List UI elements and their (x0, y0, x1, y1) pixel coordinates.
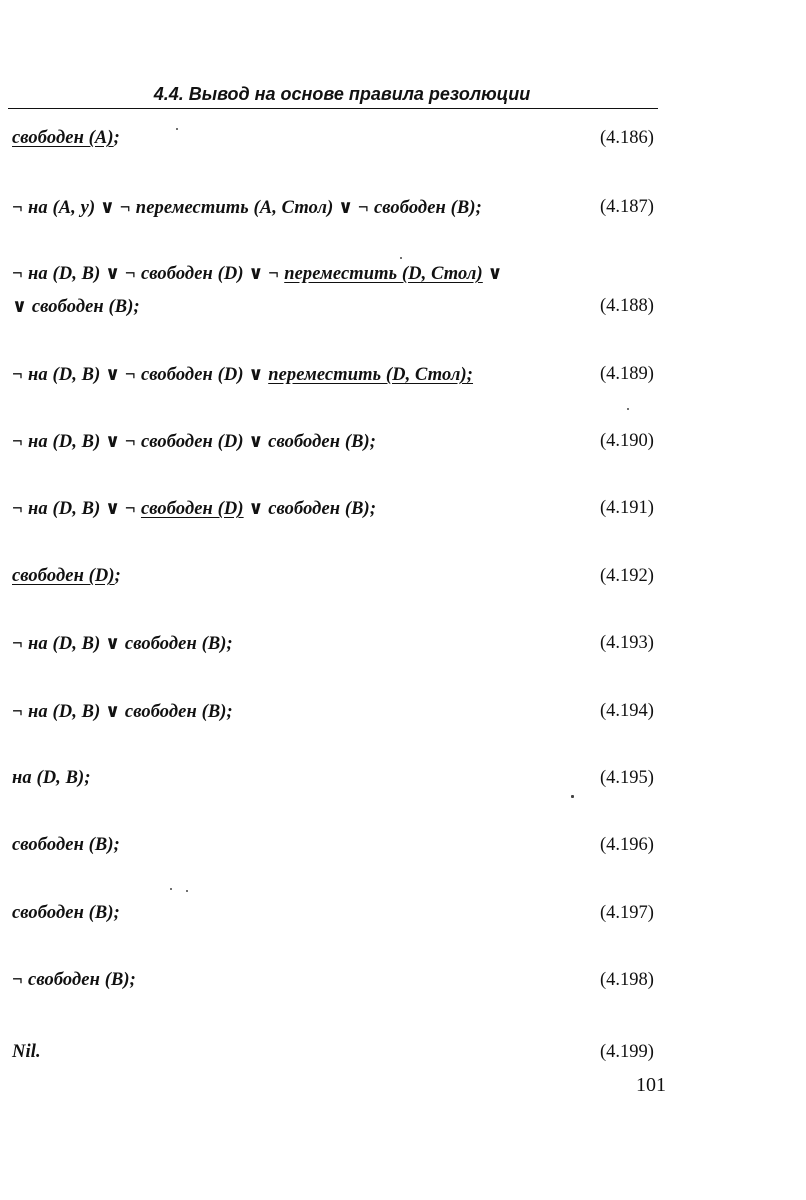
formula-text: ¬ на (D, B) ∨ свободен (B); (12, 634, 233, 654)
formula-text: ¬ свободен (B); (12, 970, 136, 990)
formula-line (12, 364, 473, 386)
equation-number: (4.187) (600, 197, 654, 217)
equation-number: (4.188) (600, 296, 654, 316)
formula-line (12, 701, 233, 723)
scan-speck (170, 888, 172, 890)
equation-number: (4.186) (600, 128, 654, 148)
equation-number: (4.198) (600, 970, 654, 990)
formula-text: ; (114, 566, 121, 586)
formula-text: свободен (B); (12, 835, 120, 855)
formula-line (12, 431, 376, 453)
equation-number: (4.192) (600, 566, 654, 586)
formula-text: ; (113, 128, 120, 148)
page-number: 101 (636, 1074, 666, 1096)
underlined-term: свободен (D) (140, 499, 244, 519)
underlined-term: переместить (D, Стол); (268, 365, 474, 385)
equation-number: (4.197) (600, 903, 654, 923)
equation-number: (4.191) (600, 498, 654, 518)
scan-speck (571, 795, 574, 798)
equation-number: (4.195) (600, 768, 654, 788)
formula-text: на (D, B); (12, 768, 91, 788)
formula-line (12, 263, 503, 285)
formula-text: ¬ на (D, B) ∨ ¬ свободен (D) ∨ свободен (B); (12, 432, 377, 452)
formula-text: Nil. (12, 1042, 41, 1062)
underlined-term: свободен (A) (12, 128, 114, 148)
equation-number: (4.193) (600, 633, 654, 653)
formula-text: ¬ на (D, B) ∨ свободен (B); (12, 702, 233, 722)
formula-text: ¬ на (A, y) ∨ ¬ переместить (A, Стол) ∨ ¬ свободен (B); (12, 198, 482, 218)
formula-line (12, 197, 482, 219)
formula-text: ¬ на (D, B) ∨ ¬ (12, 499, 141, 519)
formula-line (12, 296, 140, 318)
underlined-term: переместить (D, Стол) (284, 264, 483, 284)
equation-number: (4.189) (600, 364, 654, 384)
equation-number: (4.199) (600, 1042, 654, 1062)
scan-speck (400, 257, 402, 259)
formula-text: ¬ на (D, B) ∨ ¬ свободен (D) ∨ ¬ (12, 264, 285, 284)
header-rule (8, 108, 658, 109)
scan-speck (186, 890, 188, 892)
formula-line (12, 498, 376, 520)
underlined-term: свободен (D) (12, 566, 115, 586)
formula-text: свободен (B); (12, 903, 120, 923)
equation-number: (4.194) (600, 701, 654, 721)
formula-text: ¬ на (D, B) ∨ ¬ свободен (D) ∨ (12, 365, 269, 385)
formula-line (12, 1042, 41, 1063)
formula-line (12, 970, 136, 991)
formula-text: ∨ свободен (B); (12, 297, 140, 317)
formula-line (12, 768, 91, 789)
formula-line (12, 566, 121, 587)
formula-text: ∨ (482, 264, 503, 284)
running-header: 4.4. Вывод на основе правила резолюции (153, 84, 531, 104)
scan-speck (176, 128, 178, 130)
formula-line (12, 633, 233, 655)
formula-text: ∨ свободен (B); (243, 499, 377, 519)
scan-speck (627, 408, 629, 410)
formula-line (12, 903, 120, 924)
equation-number: (4.196) (600, 835, 654, 855)
formula-line (12, 128, 120, 149)
formula-line (12, 835, 120, 856)
equation-number: (4.190) (600, 431, 654, 451)
